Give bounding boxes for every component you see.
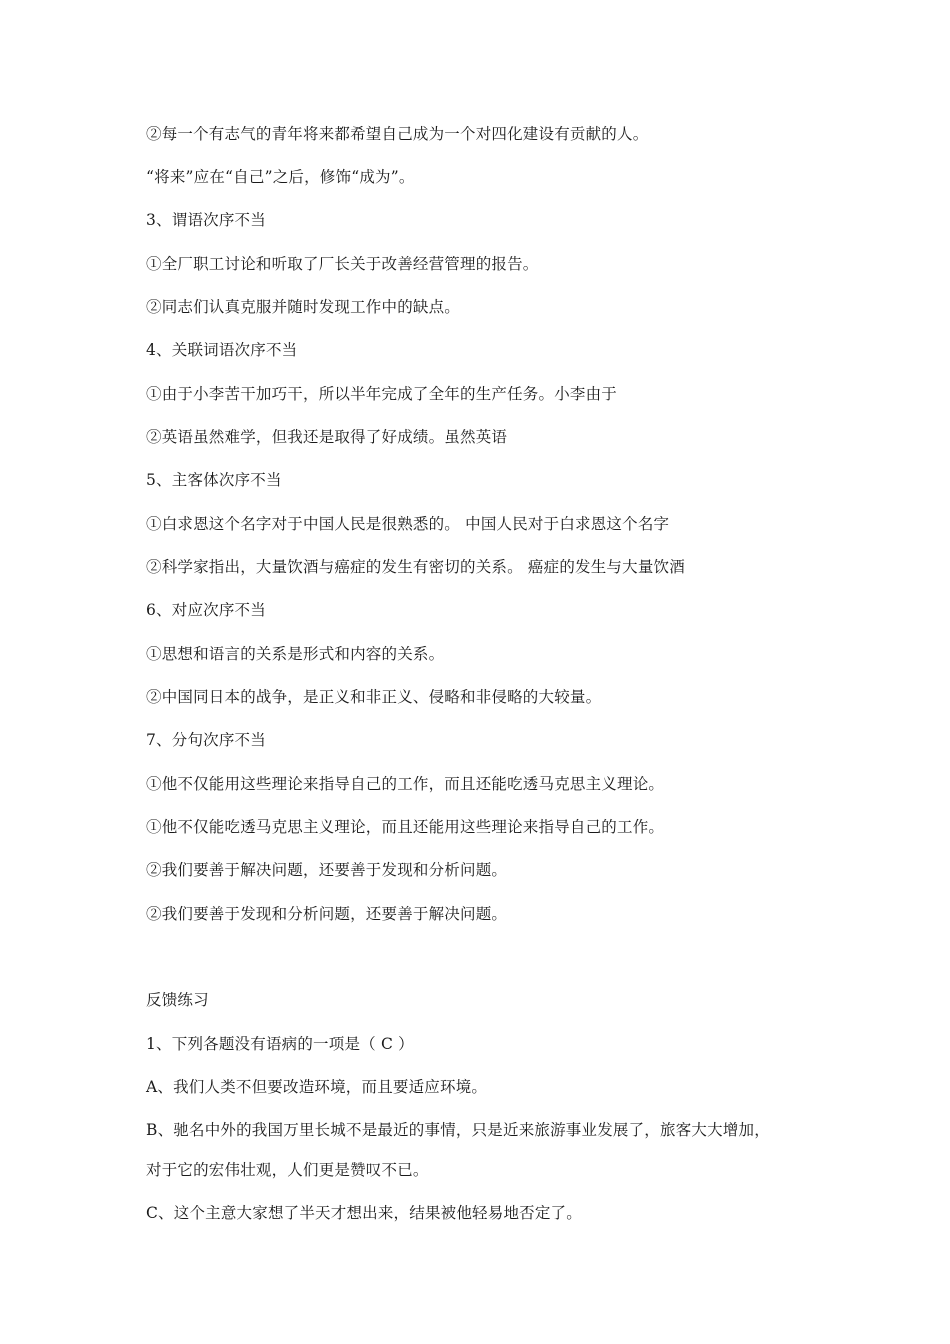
option-a: A、我们人类不但要改造环境，而且要适应环境。 [146, 1078, 488, 1096]
example-line: ②同志们认真克服并随时发现工作中的缺点。 [146, 298, 461, 316]
example-line: ①白求恩这个名字对于中国人民是很熟悉的。 中国人民对于白求恩这个名字 [146, 515, 670, 533]
question-line: 1、下列各题没有语病的一项是（ C ） [146, 1035, 414, 1053]
example-line: ②科学家指出，大量饮酒与癌症的发生有密切的关系。 癌症的发生与大量饮酒 [146, 558, 685, 576]
section-heading: 4、关联词语次序不当 [146, 341, 298, 359]
exercise-heading: 反馈练习 [146, 991, 209, 1009]
example-line: ①他不仅能用这些理论来指导自己的工作，而且还能吃透马克思主义理论。 [146, 775, 665, 793]
example-line: ①全厂职工讨论和听取了厂长关于改善经营管理的报告。 [146, 255, 539, 273]
example-line: ②我们要善于发现和分析问题，还要善于解决问题。 [146, 905, 508, 923]
example-line: ②中国同日本的战争，是正义和非正义、侵略和非侵略的大较量。 [146, 688, 602, 706]
example-line: ②每一个有志气的青年将来都希望自己成为一个对四化建设有贡献的人。 [146, 125, 649, 143]
example-line: ①思想和语言的关系是形式和内容的关系。 [146, 645, 445, 663]
example-line: ①他不仅能吃透马克思主义理论，而且还能用这些理论来指导自己的工作。 [146, 818, 665, 836]
option-b-continued: 对于它的宏伟壮观，人们更是赞叹不已。 [146, 1161, 429, 1179]
section-heading: 3、谓语次序不当 [146, 211, 266, 229]
option-c: C、这个主意大家想了半天才想出来，结果被他轻易地否定了。 [146, 1204, 582, 1222]
section-heading: 6、对应次序不当 [146, 601, 266, 619]
example-line: ②我们要善于解决问题，还要善于发现和分析问题。 [146, 861, 508, 879]
explanation-line: “将来”应在“自己”之后，修饰“成为”。 [146, 168, 415, 186]
example-line: ②英语虽然难学，但我还是取得了好成绩。虽然英语 [146, 428, 508, 446]
section-heading: 5、主客体次序不当 [146, 471, 282, 489]
option-b: B、驰名中外的我国万里长城不是最近的事情，只是近来旅游事业发展了，旅客大大增加， [146, 1121, 770, 1139]
section-heading: 7、分句次序不当 [146, 731, 266, 749]
example-line: ①由于小李苦干加巧干，所以半年完成了全年的生产任务。小李由于 [146, 385, 618, 403]
